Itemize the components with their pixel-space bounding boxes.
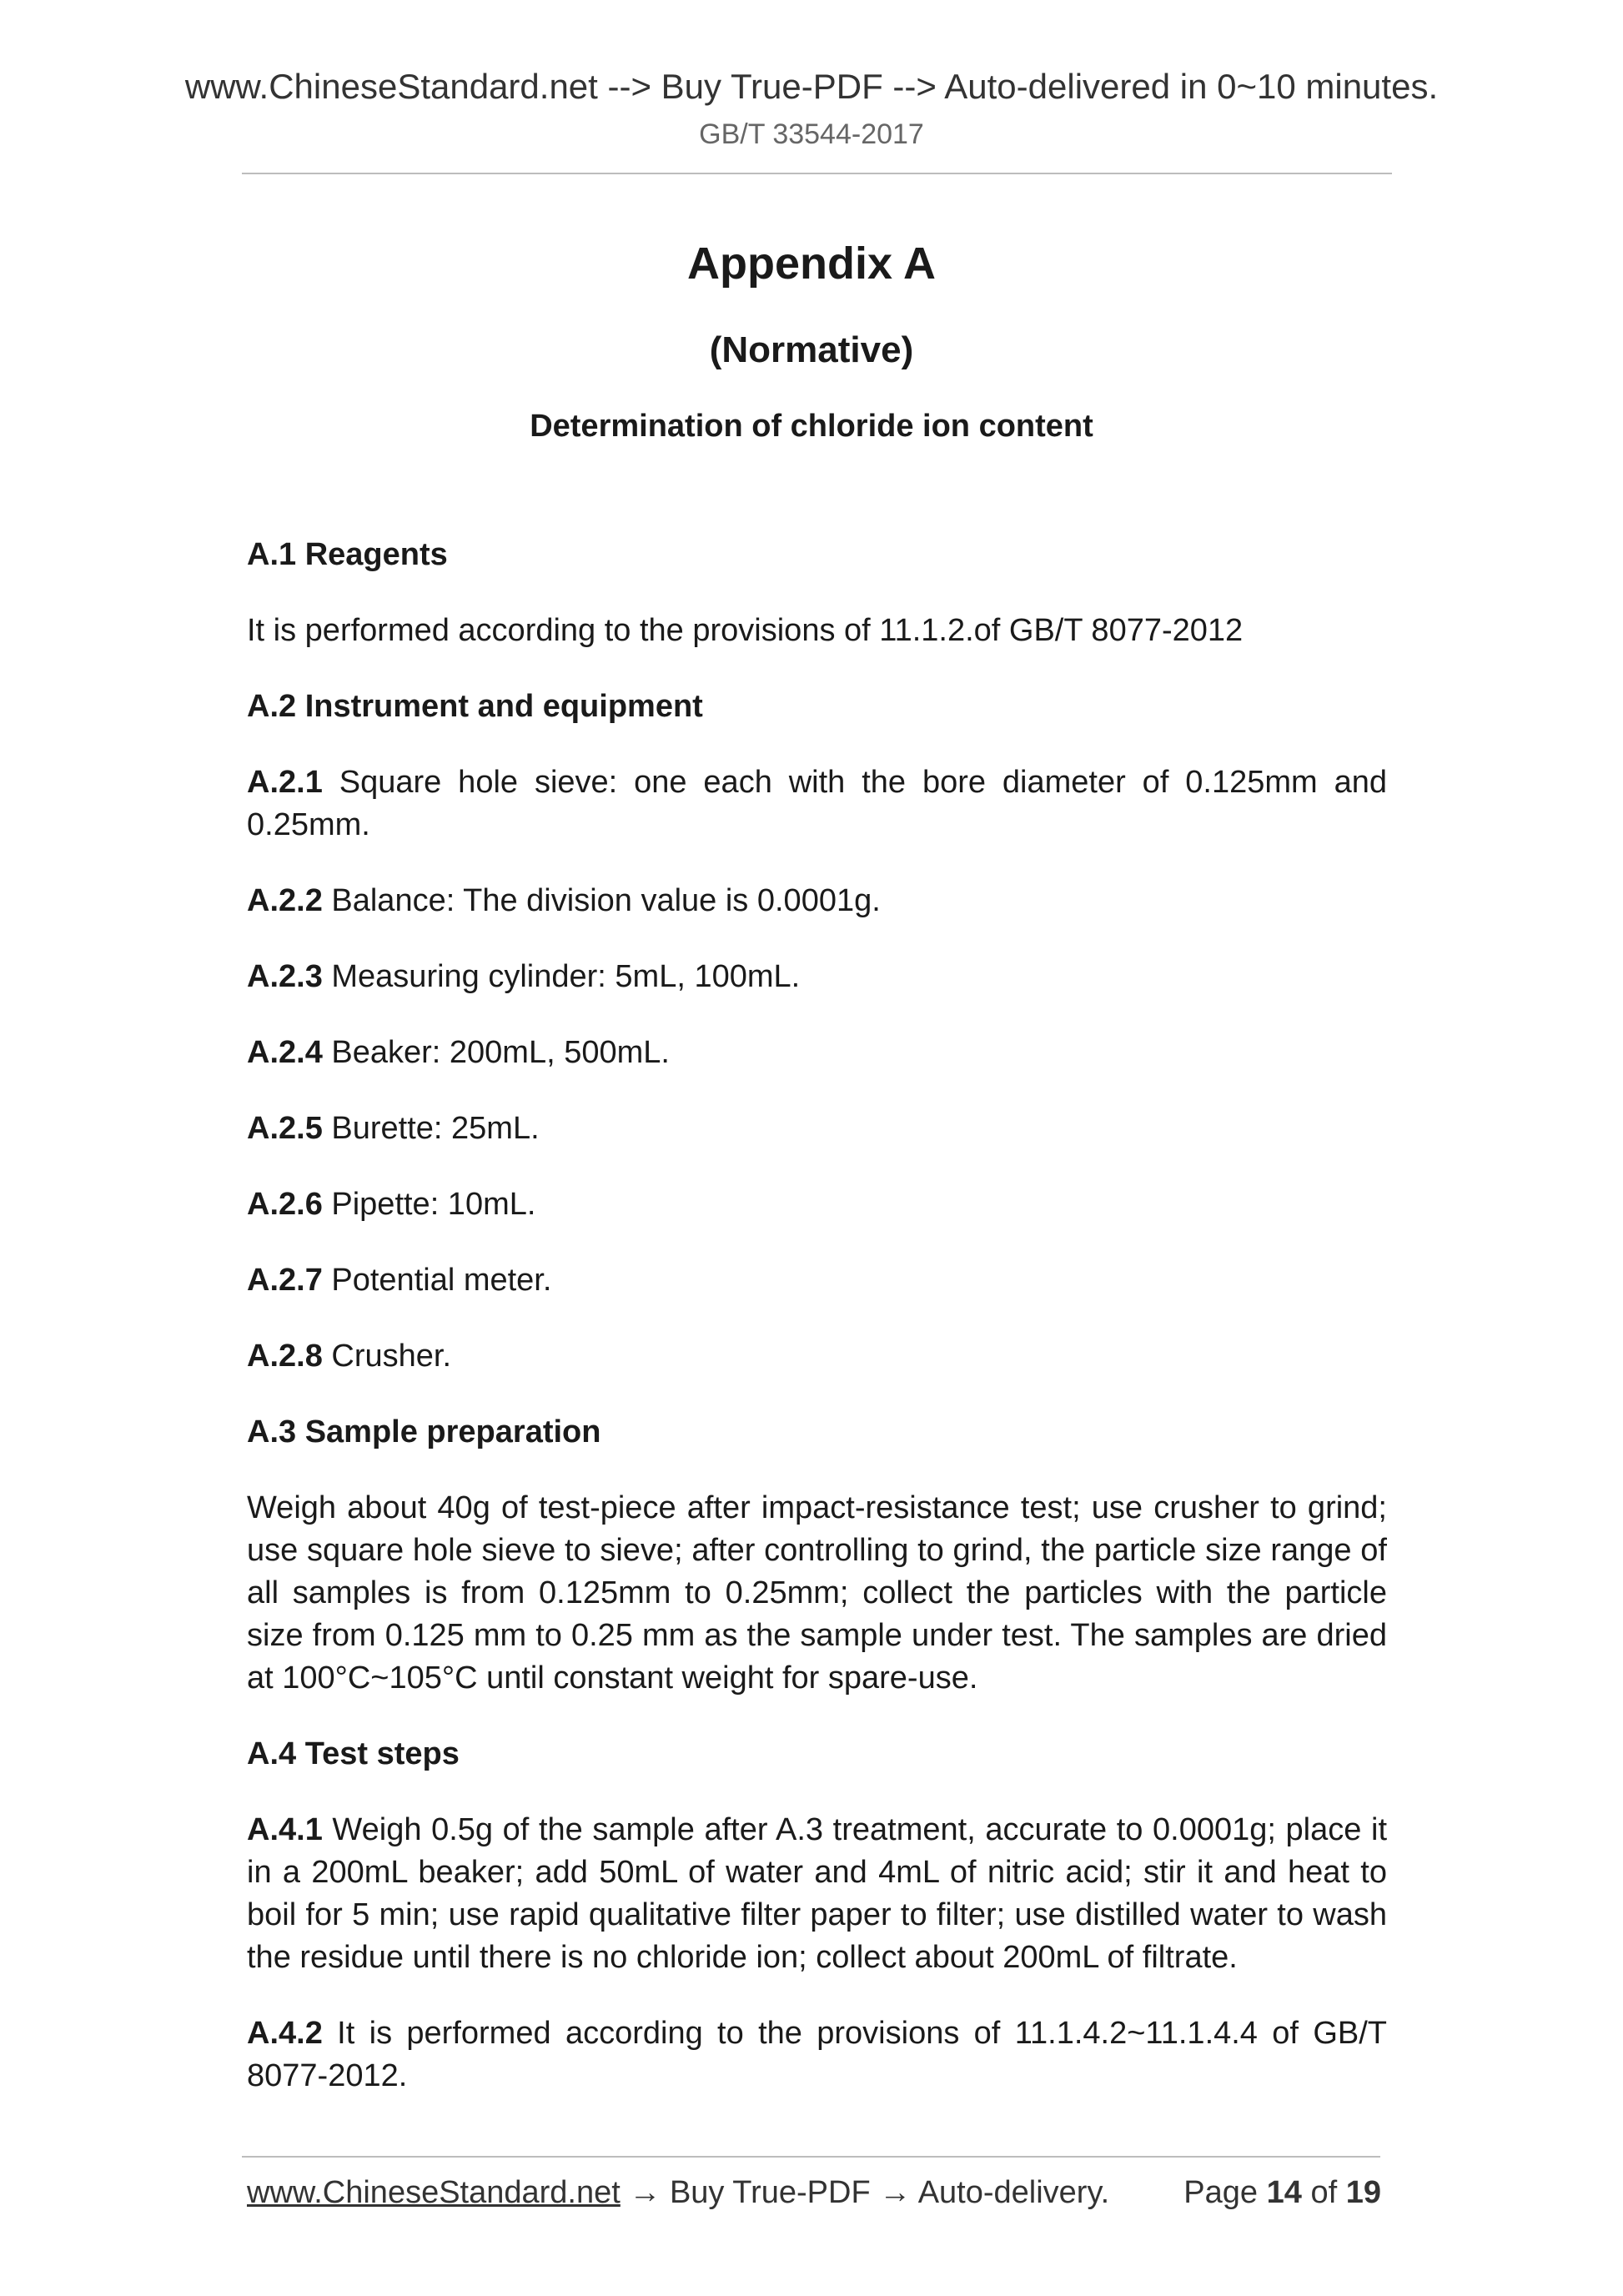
clause-number: A.2.3 (247, 959, 323, 994)
clause-number: A.2.7 (247, 1263, 323, 1298)
clause-text: It is performed according to the provisions of 11.1.4.2~11.1.4.4 of GB/T 8077-2012. (247, 2016, 1387, 2093)
clause-number: A.2.6 (247, 1187, 323, 1222)
page-footer (247, 2175, 1381, 2211)
page-label: Page (1183, 2175, 1259, 2210)
clause-a2-8 (247, 1335, 1387, 1378)
page-title: Appendix A (686, 239, 936, 289)
page-subtitle: (Normative) (709, 329, 914, 370)
clause-a2-4 (247, 1032, 1387, 1074)
clause-number: A.2.4 (247, 1035, 323, 1070)
clause-number: A.4.1 (247, 1812, 323, 1847)
clause-text: Weigh 0.5g of the sample after A.3 treatment, accurate to 0.0001g; place it in a 200mL beaker; add 50mL of water and 4mL of nitric acid; stir it and heat to boil for 5 min; use rapid qualitative filter paper to filter; use distilled water to wash the residue until there is no chloride ion; collect about 200mL of filtrate. (247, 1812, 1387, 1975)
section-text-a3: Weigh about 40g of test-piece after impact-resistance test; use crusher to grind; use square hole sieve to sieve; after controlling to grind, the particle size range of all samples is from 0.125mm to 0.25mm; collect the particles with the particle size from 0.125 mm to 0.25 mm as the sample under test. The samples are dried at 100°C~105°C until constant weight for spare-use. (247, 1490, 1387, 1696)
footer-text: → Buy True-PDF → Auto-delivery. (620, 2175, 1110, 2210)
footer-site-link[interactable]: www.ChineseStandard.net (247, 2175, 621, 2210)
clause-text: Beaker: 200mL, 500mL. (322, 1035, 670, 1070)
clause-a2-7 (247, 1259, 1387, 1302)
clause-a2-1 (247, 761, 1387, 847)
clause-a2-2 (247, 880, 1387, 922)
header-banner: www.ChineseStandard.net --> Buy True-PDF --> Auto-delivered in 0~10 minutes. (184, 67, 1439, 106)
clause-number: A.2.5 (247, 1111, 323, 1146)
header-divider (242, 173, 1392, 174)
section-heading-a4: A.4 Test steps (247, 1736, 460, 1771)
section-heading-a3: A.3 Sample preparation (247, 1414, 601, 1449)
clause-number: A.2.2 (247, 883, 323, 918)
clause-a4-2 (247, 2012, 1387, 2098)
section-heading-a1: A.1 Reagents (247, 537, 448, 572)
clause-number: A.2.1 (247, 765, 323, 800)
clause-text: Measuring cylinder: 5mL, 100mL. (322, 959, 801, 994)
page-indicator (1183, 2175, 1381, 2211)
section-text-a1: It is performed according to the provisions of 11.1.2.of GB/T 8077-2012 (247, 613, 1244, 648)
clause-text: Square hole sieve: one each with the bore diameter of 0.125mm and 0.25mm. (247, 765, 1387, 842)
clause-a2-6 (247, 1183, 1387, 1226)
clause-a4-1 (247, 1809, 1387, 1979)
clause-text: Balance: The division value is 0.0001g. (322, 883, 881, 918)
standard-code: GB/T 33544-2017 (699, 118, 924, 150)
clause-text: Burette: 25mL. (322, 1111, 540, 1146)
clause-a2-3 (247, 956, 1387, 998)
page-total: 19 (1345, 2175, 1381, 2210)
clause-text: Pipette: 10mL. (322, 1187, 536, 1222)
page-number: 14 (1266, 2175, 1302, 2210)
section-heading-a2: A.2 Instrument and equipment (247, 689, 703, 724)
footer-divider (242, 2156, 1380, 2158)
clause-text: Potential meter. (322, 1263, 552, 1298)
page-topic: Determination of chloride ion content (530, 409, 1093, 444)
clause-number: A.4.2 (247, 2016, 323, 2051)
clause-number: A.2.8 (247, 1339, 323, 1374)
of-label: of (1310, 2175, 1338, 2210)
clause-a2-5 (247, 1108, 1387, 1150)
document-body (247, 534, 1387, 2131)
clause-text: Crusher. (322, 1339, 451, 1374)
